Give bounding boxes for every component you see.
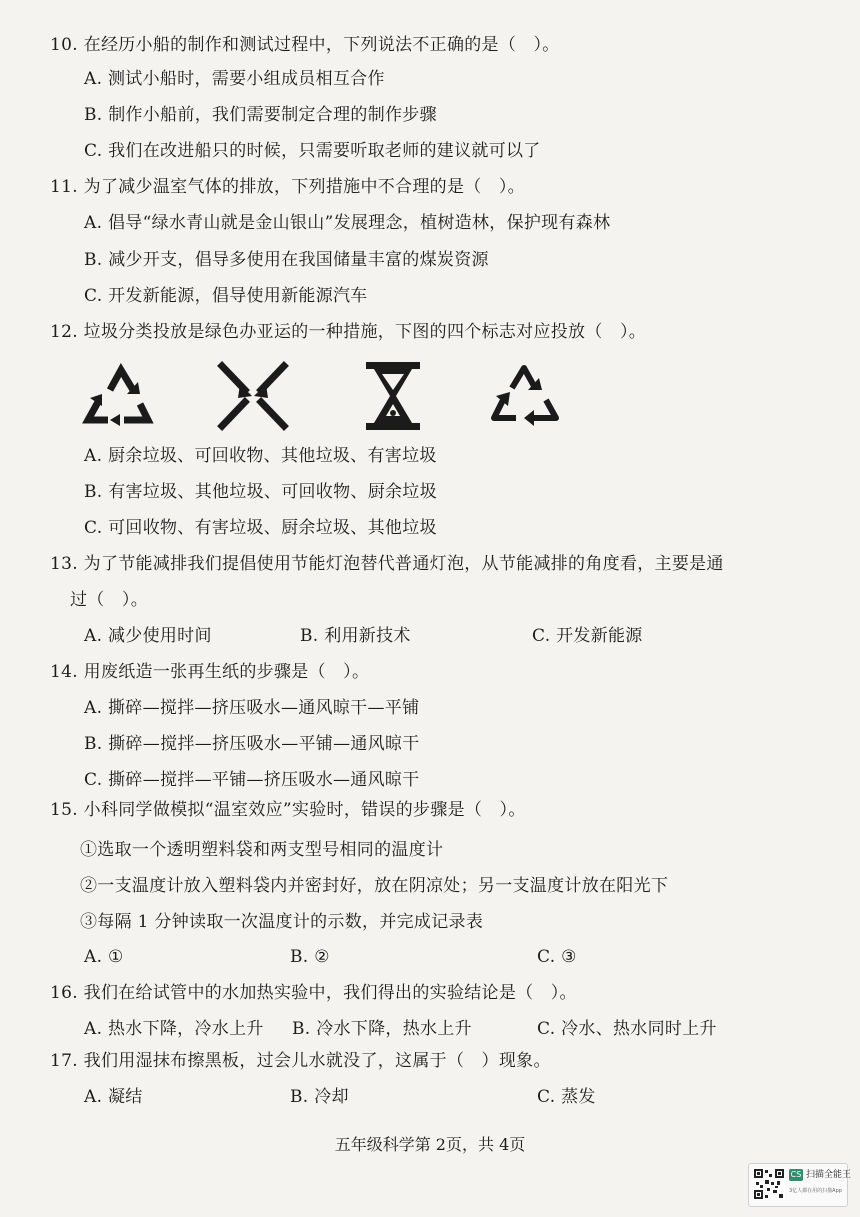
question-16-option-a: A. 热水下降，冷水上升: [84, 1019, 264, 1039]
question-16-option-c: C. 冷水、热水同时上升: [537, 1019, 717, 1039]
question-13-option-c: C. 开发新能源: [532, 626, 643, 646]
recycle-triangle-icon: [80, 360, 162, 432]
question-14-option-b: B. 撕碎—搅拌—挤压吸水—平铺—通风晾干: [84, 734, 420, 754]
question-11-option-a: A. 倡导“绿水青山就是金山银山”发展理念，植树造林，保护现有森林: [84, 213, 611, 233]
question-15-stem: 15. 小科同学做模拟“温室效应”实验时，错误的步骤是（ ）。: [50, 800, 526, 820]
scanner-subtitle: 3亿人都在用的扫描App: [789, 1188, 842, 1194]
question-12-option-b: B. 有害垃圾、其他垃圾、可回收物、厨余垃圾: [84, 482, 437, 502]
scanner-title: 扫描全能王: [806, 1170, 852, 1180]
page-footer: 五年级科学第 2页，共 4页: [334, 1135, 526, 1154]
question-16-stem: 16. 我们在给试管中的水加热实验中，我们得出的实验结论是（ ）。: [50, 983, 577, 1003]
waste-sign-icons: [80, 360, 580, 432]
recycle-loop-icon: [484, 360, 566, 432]
question-15-step-3: ③每隔 1 分钟读取一次温度计的示数，并完成记录表: [80, 912, 484, 932]
question-17-stem: 17. 我们用湿抹布擦黑板，过会儿水就没了，这属于（ ）现象。: [50, 1051, 551, 1071]
question-13-stem-continued: 过（ ）。: [70, 590, 148, 610]
qr-code-icon: [753, 1168, 785, 1200]
question-15-option-c: C. ③: [537, 947, 577, 967]
question-10-option-a: A. 测试小船时，需要小组成员相互合作: [84, 69, 385, 89]
question-14-option-a: A. 撕碎—搅拌—挤压吸水—通风晾干—平铺: [84, 698, 420, 718]
question-10-stem: 10. 在经历小船的制作和测试过程中，下列说法不正确的是（ ）。: [50, 35, 560, 55]
question-14-option-c: C. 撕碎—搅拌—平铺—挤压吸水—通风晾干: [84, 770, 420, 790]
question-12-stem: 12. 垃圾分类投放是绿色办亚运的一种措施，下图的四个标志对应投放（ ）。: [50, 322, 647, 342]
hourglass-icon: [352, 360, 434, 432]
crossed-arrows-icon: [212, 360, 294, 432]
question-12-option-c: C. 可回收物、有害垃圾、厨余垃圾、其他垃圾: [84, 518, 437, 538]
question-17-option-c: C. 蒸发: [537, 1087, 596, 1107]
camscanner-logo: CS: [790, 1170, 802, 1179]
question-15-step-1: ①选取一个透明塑料袋和两支型号相同的温度计: [80, 840, 444, 860]
question-11-option-b: B. 减少开支，倡导多使用在我国储量丰富的煤炭资源: [84, 250, 489, 270]
scanner-watermark: [748, 1163, 852, 1207]
question-10-option-c: C. 我们在改进船只的时候，只需要听取老师的建议就可以了: [84, 141, 541, 161]
question-15-step-2: ②一支温度计放入塑料袋内并密封好，放在阴凉处；另一支温度计放在阳光下: [80, 876, 669, 896]
question-15-option-b: B. ②: [290, 947, 330, 967]
question-14-stem: 14. 用废纸造一张再生纸的步骤是（ ）。: [50, 662, 370, 682]
question-13-stem: 13. 为了节能减排我们提倡使用节能灯泡替代普通灯泡，从节能减排的角度看，主要是通: [50, 554, 724, 574]
question-11-option-c: C. 开发新能源，倡导使用新能源汽车: [84, 286, 368, 306]
question-13-option-a: A. 减少使用时间: [84, 626, 212, 646]
question-16-option-b: B. 冷水下降，热水上升: [292, 1019, 472, 1039]
question-13-option-b: B. 利用新技术: [300, 626, 411, 646]
question-12-option-a: A. 厨余垃圾、可回收物、其他垃圾、有害垃圾: [84, 446, 437, 466]
question-15-option-a: A. ①: [84, 947, 124, 967]
question-17-option-b: B. 冷却: [290, 1087, 349, 1107]
question-17-option-a: A. 凝结: [84, 1087, 143, 1107]
question-10-option-b: B. 制作小船前，我们需要制定合理的制作步骤: [84, 105, 437, 125]
question-11-stem: 11. 为了减少温室气体的排放，下列措施中不合理的是（ ）。: [50, 177, 525, 197]
